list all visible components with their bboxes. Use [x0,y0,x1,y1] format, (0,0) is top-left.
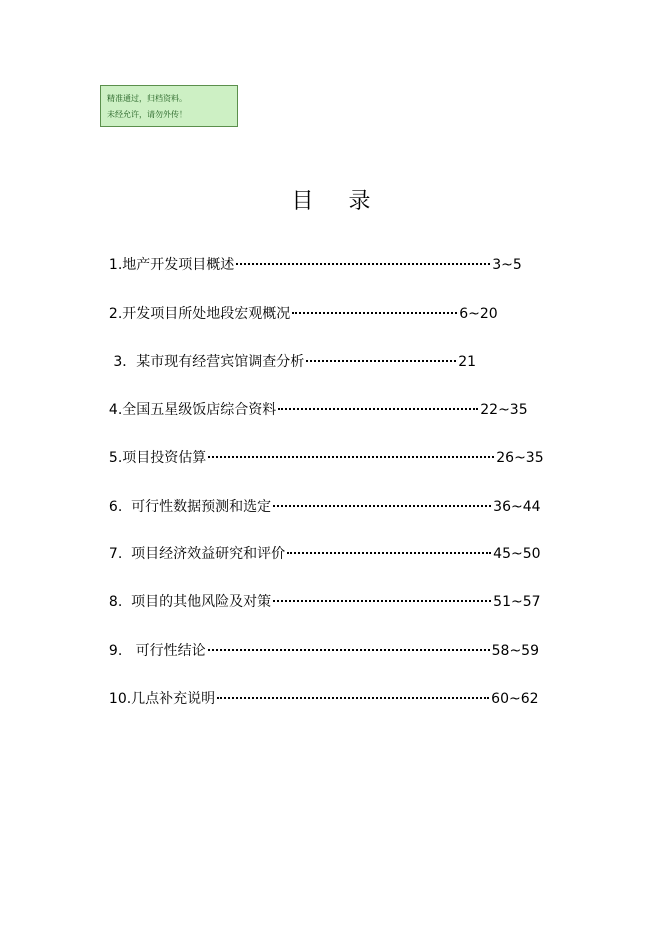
toc-item-pages: 58~59 [491,643,539,659]
toc-item-pages: 60~62 [491,691,539,707]
toc-item-1[interactable] [100,235,522,273]
toc-item-label: 6. 可行性数据预测和选定 [108,499,272,515]
toc-item-label: 7. 项目经济效益研究和评价 [108,546,286,562]
toc-item-pages: 45~50 [493,546,541,562]
toc-item-label: 10.几点补充说明 [108,691,216,707]
toc-item-6[interactable] [100,477,541,515]
toc-item-10[interactable] [100,669,539,707]
notice-line-1: 精准通过，归档资料。 [107,94,187,103]
toc-item-pages: 26~35 [496,450,544,466]
toc-item-pages: 6~20 [459,306,498,322]
toc-leader-dots [306,360,456,362]
toc-item-pages: 51~57 [493,594,541,610]
notice-line-2: 未经允许，请勿外传！ [107,110,187,119]
toc-item-label: 9. 可行性结论 [108,643,206,659]
toc-leader-dots [236,263,490,265]
notice-box [100,85,238,127]
toc-item-3[interactable] [100,332,477,370]
toc-item-pages: 3~5 [492,257,522,273]
toc-leader-dots [278,408,478,410]
page-title: 目 录 [291,189,385,214]
toc-item-7[interactable] [100,524,541,562]
toc-leader-dots [273,505,491,507]
toc-leader-dots [287,552,491,554]
toc-leader-dots [273,600,491,602]
toc-item-label: 2.开发项目所处地段宏观概况 [108,306,291,322]
toc-item-4[interactable] [100,380,528,418]
toc-item-pages: 21 [458,354,477,370]
toc-item-9[interactable] [100,621,539,659]
toc-leader-dots [217,697,489,699]
toc-leader-dots [208,456,494,458]
toc-item-label: 3．某市现有经营宾馆调查分析 [108,354,305,370]
toc-item-label: 1.地产开发项目概述 [108,257,235,273]
toc-item-5[interactable] [100,428,544,466]
toc-leader-dots [208,649,490,651]
toc-item-label: 8. 项目的其他风险及对策 [108,594,272,610]
toc-item-pages: 22~35 [480,402,528,418]
toc-item-2[interactable] [100,284,498,322]
toc-leader-dots [292,312,457,314]
toc-item-label: 4.全国五星级饭店综合资料 [108,402,277,418]
toc-item-8[interactable] [100,572,541,610]
toc-item-pages: 36~44 [493,499,541,515]
toc-item-label: 5.项目投资估算 [108,450,207,466]
